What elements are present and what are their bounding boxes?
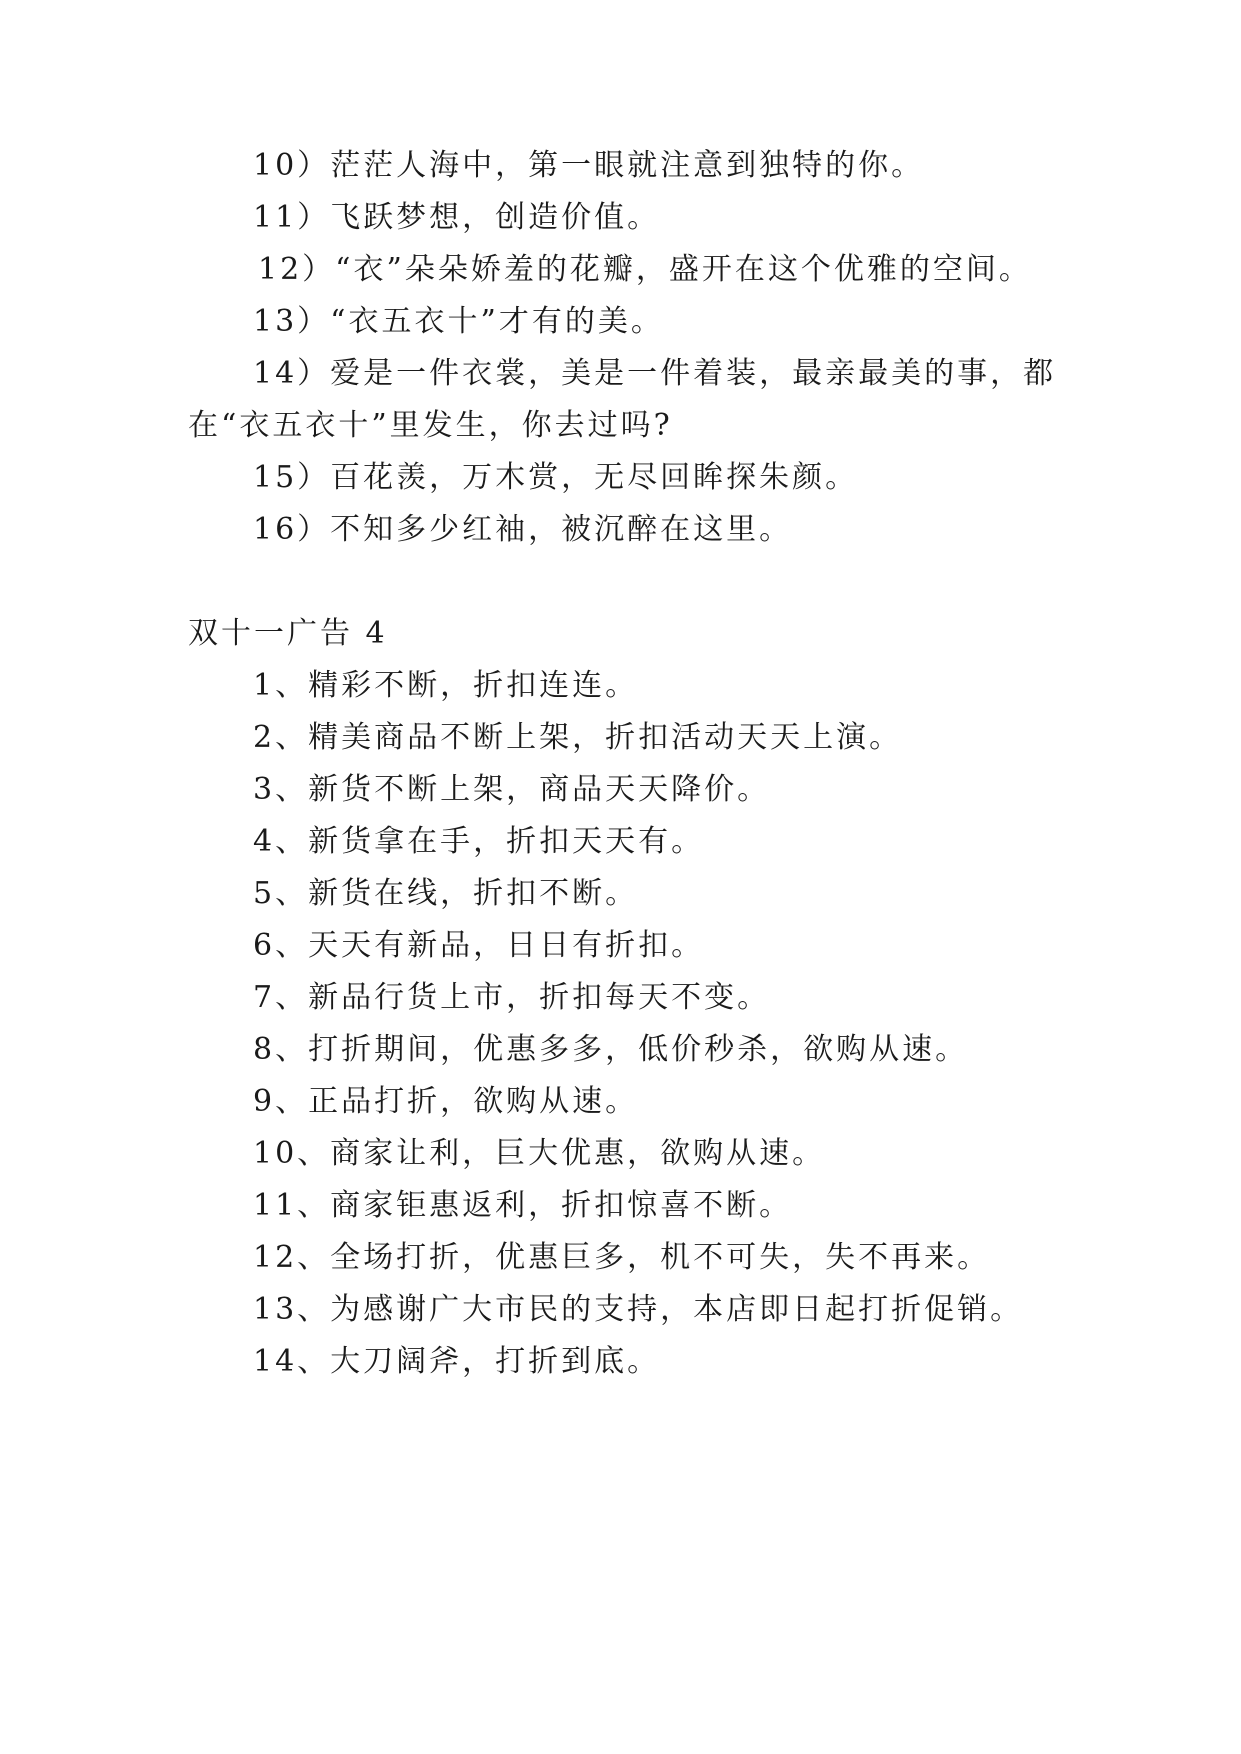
list-item: 10、商家让利，巨大优惠，欲购从速。 [253,1136,826,1171]
list-item: 1、精彩不断，折扣连连。 [253,668,639,703]
list-item: 9、正品打折，欲购从速。 [253,1084,639,1119]
list-item: 3、新货不断上架，商品天天降价。 [253,772,771,807]
list-item: 5、新货在线，折扣不断。 [253,876,639,911]
list-item: 2、精美商品不断上架，折扣活动天天上演。 [253,720,903,755]
list-item: 8、打折期间，优惠多多，低价秒杀，欲购从速。 [253,1032,969,1067]
list-item: 6、天天有新品，日日有折扣。 [253,928,705,963]
list-item: 11、商家钜惠返利，折扣惊喜不断。 [253,1188,793,1223]
list-item: 11）飞跃梦想，创造价值。 [253,200,661,235]
list-item: 16）不知多少红袖，被沉醉在这里。 [253,512,793,547]
list-item: 7、新品行货上市，折扣每天不变。 [253,980,771,1015]
list-item-continuation: 在“衣五衣十”里发生，你去过吗? [188,408,673,443]
list-item: 12）“衣”朵朵娇羞的花瓣，盛开在这个优雅的空间。 [258,252,1032,287]
list-item: 15）百花羡，万木赏，无尽回眸探朱颜。 [253,460,859,495]
list-item: 13）“衣五衣十”才有的美。 [253,304,664,339]
list-item: 10）茫茫人海中，第一眼就注意到独特的你。 [253,148,925,183]
section-heading: 双十一广告 4 [188,616,388,651]
list-item: 4、新货拿在手，折扣天天有。 [253,824,705,859]
list-item: 13、为感谢广大市民的支持，本店即日起打折促销。 [253,1292,1024,1327]
list-item: 14）爱是一件衣裳，美是一件着装，最亲最美的事，都 [253,356,1057,391]
list-item: 14、大刀阔斧，打折到底。 [253,1344,661,1379]
list-item: 12、全场打折，优惠巨多，机不可失，失不再来。 [253,1240,991,1275]
